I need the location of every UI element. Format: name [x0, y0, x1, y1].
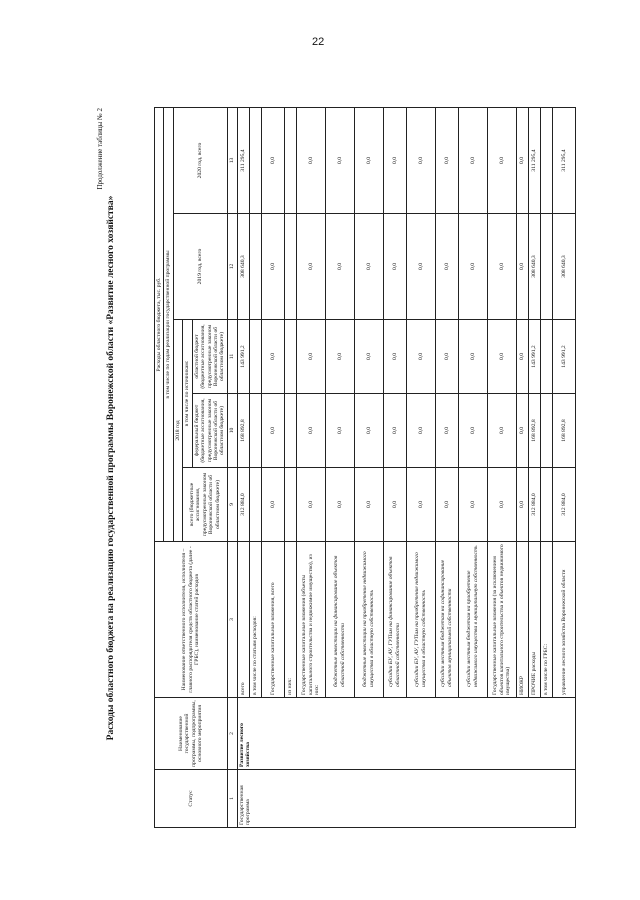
value-cell: 0,0 [325, 214, 354, 320]
value-cell: 308 640,3 [528, 214, 540, 320]
value-cell: 0,0 [261, 320, 284, 394]
expenses-table-body [237, 108, 575, 828]
value-cell: 0,0 [487, 108, 516, 214]
value-cell: 0,0 [458, 108, 487, 214]
value-cell: 0,0 [325, 468, 354, 542]
header-program-name: Наименование государственной программы, подпрограммы, основного мероприятия [155, 698, 228, 770]
value-cell: 0,0 [458, 394, 487, 468]
value-cell [540, 214, 552, 320]
column-number: 9 [227, 468, 237, 542]
continuation-note: Продолжение таблицы № 2 [96, 108, 104, 190]
program-cell: Развитие лесного хозяйства [237, 698, 575, 770]
value-cell: 0,0 [435, 214, 458, 320]
row-label: субсидии БУ, АУ, ГУПам на приобретение недвижимого имущества в областную собственность [406, 542, 435, 698]
row-label: бюджетные инвестиции на приобретение недвижимого имущества в областную собственность [354, 542, 383, 698]
value-cell: 0,0 [406, 108, 435, 214]
value-cell: 0,0 [325, 320, 354, 394]
value-cell: 168 892,8 [552, 394, 575, 468]
value-cell [540, 394, 552, 468]
header-year-2019: 2019 год, всего [173, 214, 227, 320]
value-cell: 0,0 [354, 214, 383, 320]
value-cell: 0,0 [516, 468, 528, 542]
rotated-document-page [96, 108, 596, 828]
row-label: всего [237, 542, 249, 698]
value-cell: 0,0 [261, 214, 284, 320]
value-cell: 312 884,0 [528, 468, 540, 542]
value-cell: 0,0 [296, 320, 325, 394]
value-cell: 0,0 [383, 108, 406, 214]
row-label: из них: [284, 542, 296, 698]
row-label: в том числе по статьям расходов: [249, 542, 261, 698]
value-cell: 0,0 [458, 468, 487, 542]
value-cell: 0,0 [325, 108, 354, 214]
value-cell: 0,0 [458, 320, 487, 394]
value-cell: 0,0 [487, 214, 516, 320]
value-cell: 308 640,3 [552, 214, 575, 320]
header-expenses-group: Расходы областного бюджета, тыс. руб. [155, 108, 164, 542]
value-cell [284, 394, 296, 468]
value-cell: 0,0 [354, 394, 383, 468]
value-cell [540, 108, 552, 214]
value-cell: 0,0 [516, 214, 528, 320]
value-cell [249, 394, 261, 468]
header-by-years: в том числе по годам реализации государственной программы [164, 108, 173, 542]
value-cell: 0,0 [516, 320, 528, 394]
row-label: в том числе по ГРБС: [540, 542, 552, 698]
column-number: 2 [227, 698, 237, 770]
column-number: 13 [227, 108, 237, 214]
header-regional: областной бюджет (бюджетные ассигнования, предусмотренные законом Воронежской области об областном бюджете) [192, 320, 227, 394]
column-number: 11 [227, 320, 237, 394]
value-cell [540, 320, 552, 394]
header-grbs: Наименование ответственного исполнителя, исполнителя – главного распорядителя средств областного бюджета (далее - ГРБС), наименование статей расходов [155, 542, 228, 698]
value-cell: 168 892,8 [237, 394, 249, 468]
value-cell [540, 468, 552, 542]
value-cell [249, 108, 261, 214]
row-label: Государственные капитальные вложения (объекты капитального строительства и недвижимое имущество), из них: [296, 542, 325, 698]
value-cell [284, 214, 296, 320]
value-cell: 0,0 [261, 108, 284, 214]
value-cell [284, 320, 296, 394]
column-number: 10 [227, 394, 237, 468]
value-cell: 0,0 [406, 214, 435, 320]
header-year-2018: 2018 год [173, 320, 182, 542]
value-cell: 0,0 [435, 320, 458, 394]
value-cell [284, 468, 296, 542]
value-cell: 0,0 [296, 468, 325, 542]
value-cell: 0,0 [325, 394, 354, 468]
value-cell [284, 108, 296, 214]
column-numbers-row [227, 108, 237, 828]
header-year-2020: 2020 год, всего [173, 108, 227, 214]
value-cell: 0,0 [487, 468, 516, 542]
row-label: ПРОЧИЕ расходы [528, 542, 540, 698]
value-cell: 0,0 [406, 394, 435, 468]
value-cell: 0,0 [261, 394, 284, 468]
value-cell: 312 884,0 [237, 468, 249, 542]
value-cell: 308 640,3 [237, 214, 249, 320]
value-cell: 0,0 [458, 214, 487, 320]
value-cell: 0,0 [261, 468, 284, 542]
value-cell: 0,0 [296, 394, 325, 468]
value-cell [249, 468, 261, 542]
value-cell: 143 991,2 [528, 320, 540, 394]
value-cell: 168 892,8 [528, 394, 540, 468]
column-number: 12 [227, 214, 237, 320]
value-cell: 0,0 [383, 394, 406, 468]
value-cell: 0,0 [435, 394, 458, 468]
value-cell: 143 991,2 [237, 320, 249, 394]
row-label: НИОКР [516, 542, 528, 698]
value-cell: 0,0 [383, 320, 406, 394]
document-title: Расходы областного бюджета на реализацию государственной программы Воронежской области «Развитие лесного хозяйства» [106, 195, 116, 741]
value-cell: 0,0 [354, 468, 383, 542]
value-cell: 0,0 [487, 394, 516, 468]
value-cell: 0,0 [516, 394, 528, 468]
page-number: 22 [312, 36, 325, 48]
header-by-sources: в том числе по источникам: [183, 320, 192, 468]
header-status: Статус [155, 770, 228, 828]
value-cell [249, 214, 261, 320]
row-label: бюджетные инвестиции на финансирование объектов областной собственности [325, 542, 354, 698]
row-label: субсидии БУ, АУ, ГУПам на финансирование объектов областной собственности [383, 542, 406, 698]
row-label: управление лесного хозяйства Воронежской области [552, 542, 575, 698]
value-cell [249, 320, 261, 394]
value-cell: 0,0 [435, 468, 458, 542]
status-cell: Государственная программа [237, 770, 575, 828]
value-cell: 311 295,4 [237, 108, 249, 214]
row-label: субсидии местным бюджетам на приобретение недвижимого имущества в муниципальную собственность [458, 542, 487, 698]
value-cell: 0,0 [383, 468, 406, 542]
row-label: субсидии местным бюджетам на софинансирование объектов муниципальной собственности [435, 542, 458, 698]
value-cell: 0,0 [383, 214, 406, 320]
value-cell: 0,0 [435, 108, 458, 214]
row-label: Государственные капитальные вложения (за исключением объектов капитального строительства и объектов недвижимого имущества) [487, 542, 516, 698]
column-number: 1 [227, 770, 237, 828]
header-total-2018: всего (бюджетные ассигнования, предусмотренные законом Воронежской области об областном бюджете) [183, 468, 228, 542]
value-cell: 0,0 [516, 108, 528, 214]
value-cell: 312 884,0 [552, 468, 575, 542]
column-number: 3 [227, 542, 237, 698]
value-cell: 0,0 [354, 320, 383, 394]
value-cell: 311 295,4 [528, 108, 540, 214]
table-row [237, 108, 249, 828]
value-cell: 0,0 [487, 320, 516, 394]
value-cell: 0,0 [296, 214, 325, 320]
value-cell: 0,0 [296, 108, 325, 214]
value-cell: 0,0 [354, 108, 383, 214]
value-cell: 311 295,4 [552, 108, 575, 214]
value-cell: 0,0 [406, 468, 435, 542]
expenses-table [154, 107, 576, 828]
value-cell: 143 991,2 [552, 320, 575, 394]
header-federal: федеральный бюджет (бюджетные ассигнования, предусмотренные законом Воронежской области об областном бюджете) [192, 394, 227, 468]
value-cell: 0,0 [406, 320, 435, 394]
row-label: Государственные капитальные вложения, всего [261, 542, 284, 698]
